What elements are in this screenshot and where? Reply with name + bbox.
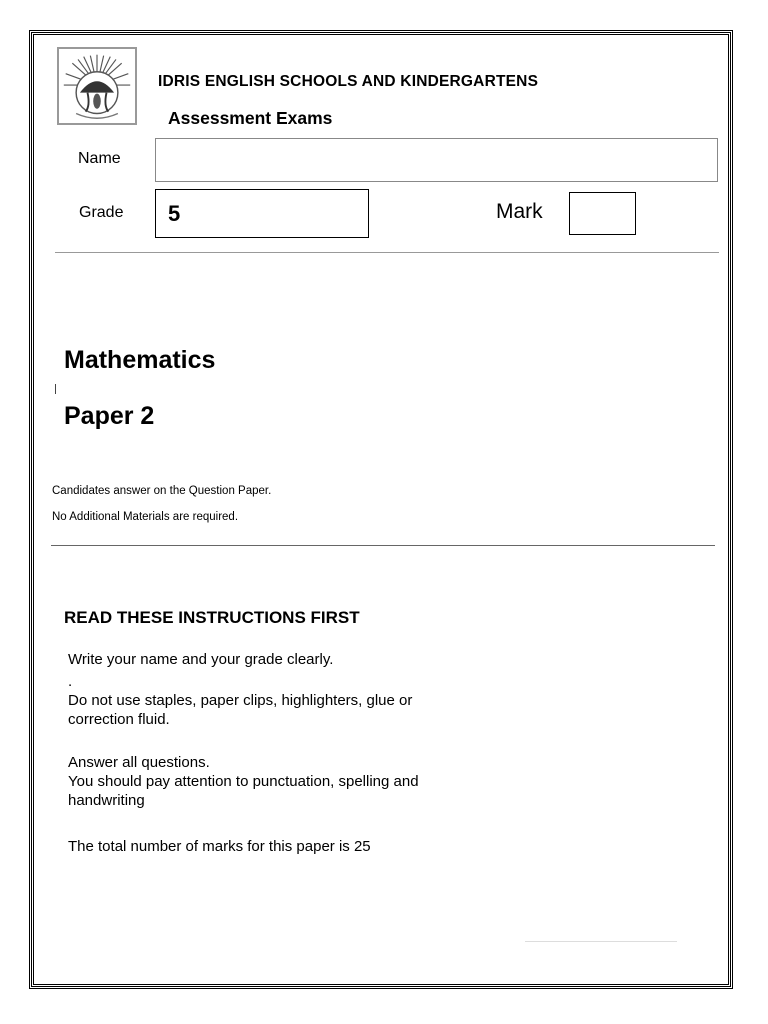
instruction-total-marks: The total number of marks for this paper is 25: [68, 838, 371, 855]
mark-field[interactable]: [569, 192, 636, 235]
instruction-answer-line-3: handwriting: [68, 792, 145, 809]
exam-type-title: Assessment Exams: [168, 108, 333, 128]
school-logo: [57, 47, 137, 125]
school-name: IDRIS ENGLISH SCHOOLS AND KINDERGARTENS: [158, 73, 539, 90]
instructions-heading: READ THESE INSTRUCTIONS FIRST: [64, 608, 360, 627]
grade-value: 5: [168, 201, 181, 226]
subject-title: Mathematics: [64, 346, 216, 374]
instruction-answer-all: [68, 753, 419, 810]
grade-label: Grade: [79, 204, 124, 221]
instruction-materials-line-1: Do not use staples, paper clips, highlighters, glue or: [68, 692, 413, 709]
instruction-answer-line-2: You should pay attention to punctuation, spelling and: [68, 773, 419, 790]
mark-label: Mark: [496, 200, 543, 223]
name-label: Name: [78, 150, 121, 167]
instruction-materials: [68, 691, 412, 729]
faint-footer-line: [525, 941, 677, 942]
sunburst-crest-logo-icon: [59, 49, 135, 123]
instruction-separator: .: [68, 673, 73, 690]
name-field[interactable]: [155, 138, 718, 182]
instruction-materials-line-2: correction fluid.: [68, 711, 170, 728]
materials-note: No Additional Materials are required.: [52, 511, 239, 523]
instruction-answer-line-1: Answer all questions.: [68, 754, 210, 771]
candidate-note: Candidates answer on the Question Paper.: [52, 485, 272, 497]
section-divider: [51, 545, 715, 546]
grade-field[interactable]: [155, 189, 369, 238]
paper-number-title: Paper 2: [64, 402, 155, 430]
stray-tick-mark: [55, 384, 56, 394]
header-divider: [55, 252, 719, 253]
instruction-name-grade: Write your name and your grade clearly.: [68, 651, 334, 668]
